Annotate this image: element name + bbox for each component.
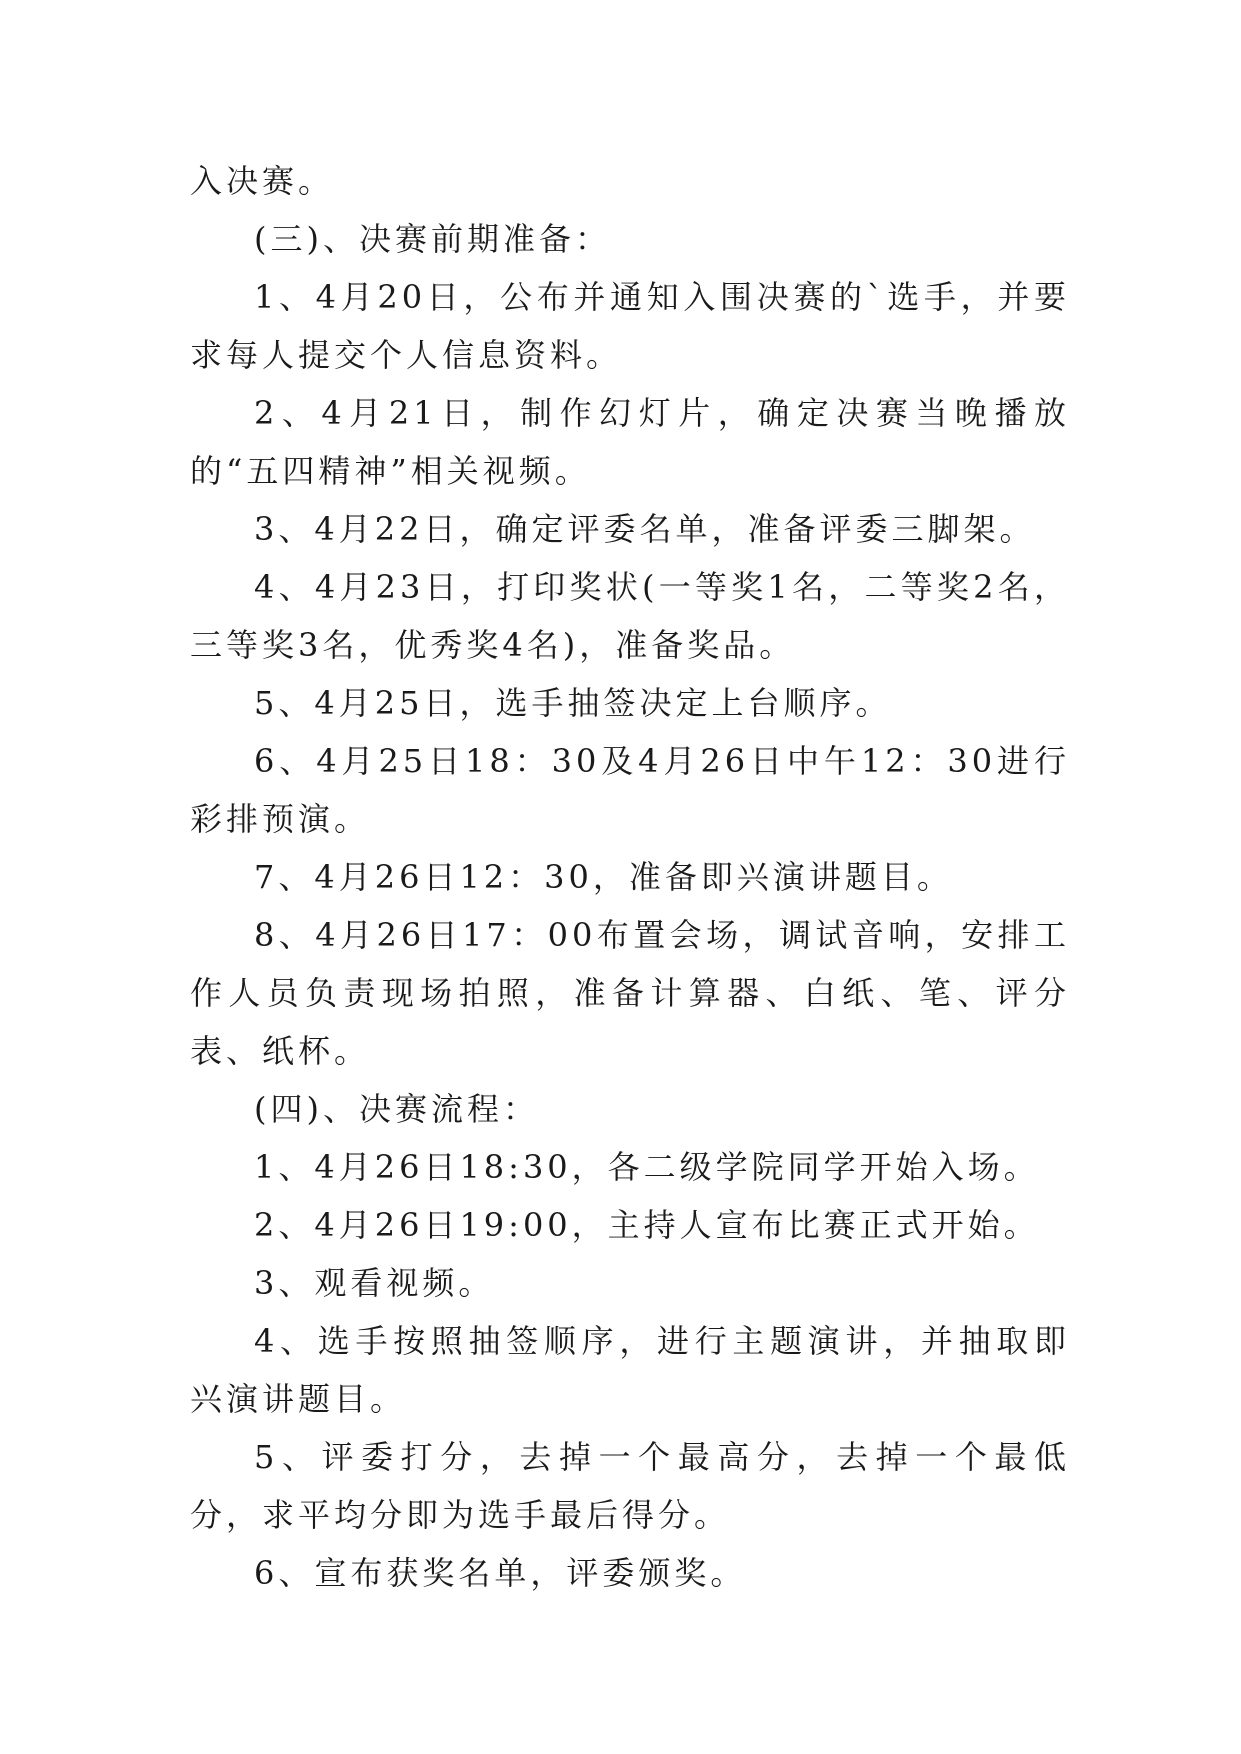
paragraph: 1、4月20日，公布并通知入围决赛的`选手，并要求每人提交个人信息资料。 [190, 278, 1070, 374]
paragraph: 6、宣布获奖名单，评委颁奖。 [254, 1554, 747, 1592]
paragraph: 8、4月26日17：00布置会场，调试音响，安排工作人员负责现场拍照，准备计算器、白纸、笔、评分表、纸杯。 [190, 916, 1070, 1070]
section-heading-final-process: (四)、决赛流程： [254, 1090, 539, 1128]
paragraph: 6、4月25日18：30及4月26日中午12：30进行彩排预演。 [190, 742, 1070, 838]
paragraph: 4、4月23日，打印奖状(一等奖1名，二等奖2名，三等奖3名，优秀奖4名)，准备奖品。 [190, 568, 1070, 664]
paragraph: 3、4月22日，确定评委名单，准备评委三脚架。 [254, 510, 1036, 548]
section-heading-final-preparation: (三)、决赛前期准备： [254, 220, 611, 258]
paragraph: 2、4月21日，制作幻灯片，确定决赛当晚播放的“五四精神”相关视频。 [190, 394, 1070, 490]
paragraph: 5、评委打分，去掉一个最高分，去掉一个最低分，求平均分即为选手最后得分。 [190, 1438, 1070, 1534]
paragraph: 入决赛。 [190, 162, 335, 200]
paragraph: 7、4月26日12：30，准备即兴演讲题目。 [254, 858, 953, 896]
paragraph: 3、观看视频。 [254, 1264, 495, 1302]
paragraph: 2、4月26日19:00，主持人宣布比赛正式开始。 [254, 1206, 1040, 1244]
paragraph: 5、4月25日，选手抽签决定上台顺序。 [254, 684, 892, 722]
paragraph: 4、选手按照抽签顺序，进行主题演讲，并抽取即兴演讲题目。 [190, 1322, 1070, 1418]
document-body [190, 152, 1070, 1602]
paragraph: 1、4月26日18:30，各二级学院同学开始入场。 [254, 1148, 1040, 1186]
